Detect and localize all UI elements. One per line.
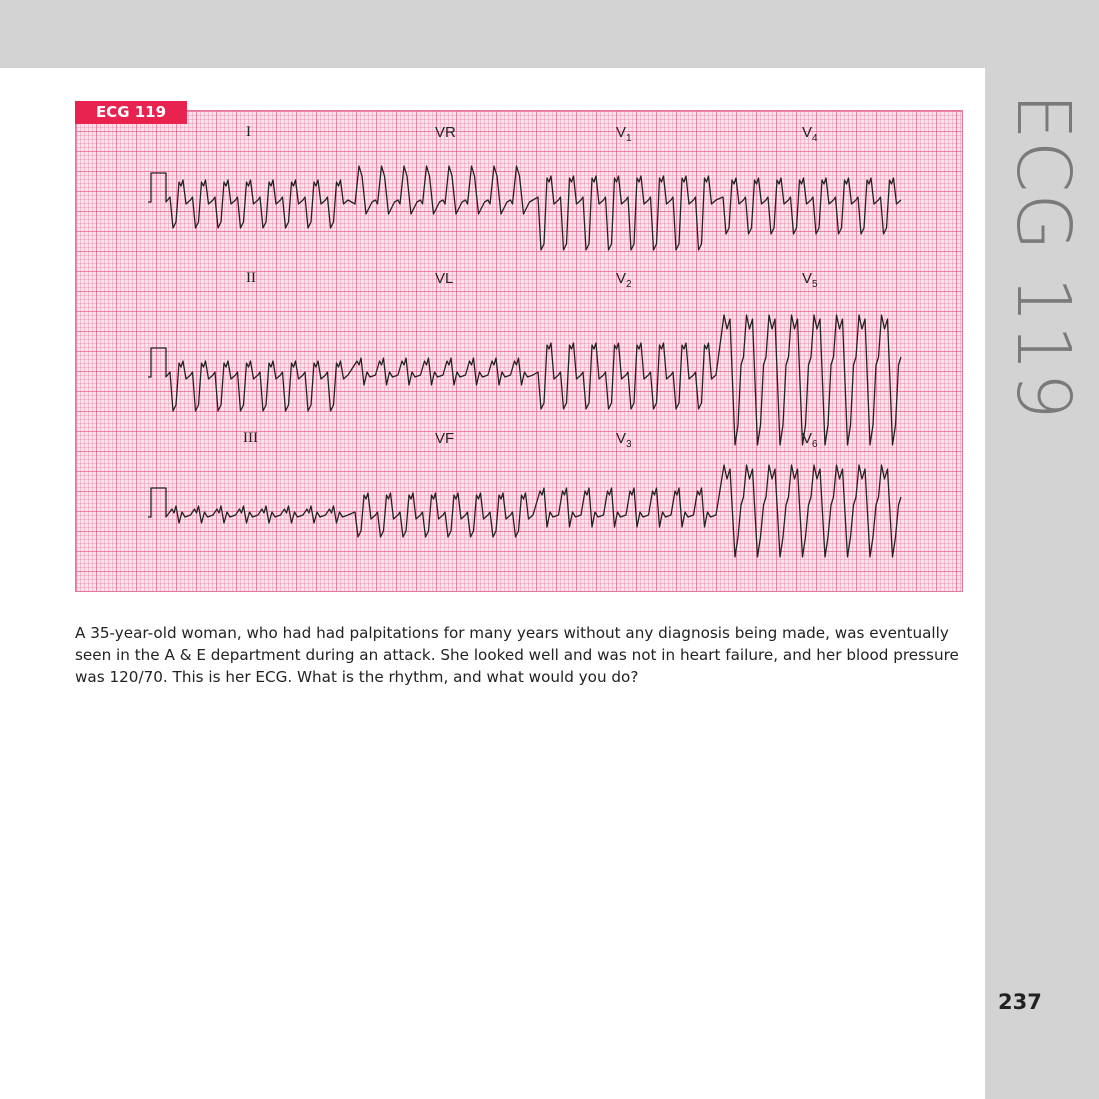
- lead-label-vl: VL: [435, 270, 454, 287]
- lead-label-v2: $V_2$: [616, 270, 632, 290]
- lead-label-v6: $V_6$: [802, 430, 818, 450]
- lead-label-v3: $V_3$: [616, 430, 632, 450]
- page-number: 237: [998, 990, 1042, 1014]
- top-bar: [0, 0, 1099, 68]
- lead-label-vr: VR: [435, 124, 456, 141]
- lead-label-i: I: [246, 124, 251, 140]
- lead-label-v1: $V_1$: [616, 124, 632, 144]
- ecg-grid: [75, 110, 963, 592]
- case-description: A 35-year-old woman, who had had palpitations for many years without any diagnosis being made, was eventually seen in the A & E department during an attack. She looked well and was not in heart failure, and her blood pressure was 120/70. This is her ECG. What is the rhythm, and what would you do?: [75, 624, 959, 686]
- lead-label-ii: II: [246, 270, 256, 286]
- ecg-figure-label: ECG 119: [75, 101, 187, 124]
- lead-label-v4: $V_4$: [802, 124, 818, 144]
- lead-label-v5: $V_5$: [802, 270, 818, 290]
- lead-label-vf: VF: [435, 430, 455, 447]
- side-title: ECG 119: [1000, 93, 1086, 421]
- lead-label-iii: III: [243, 430, 258, 446]
